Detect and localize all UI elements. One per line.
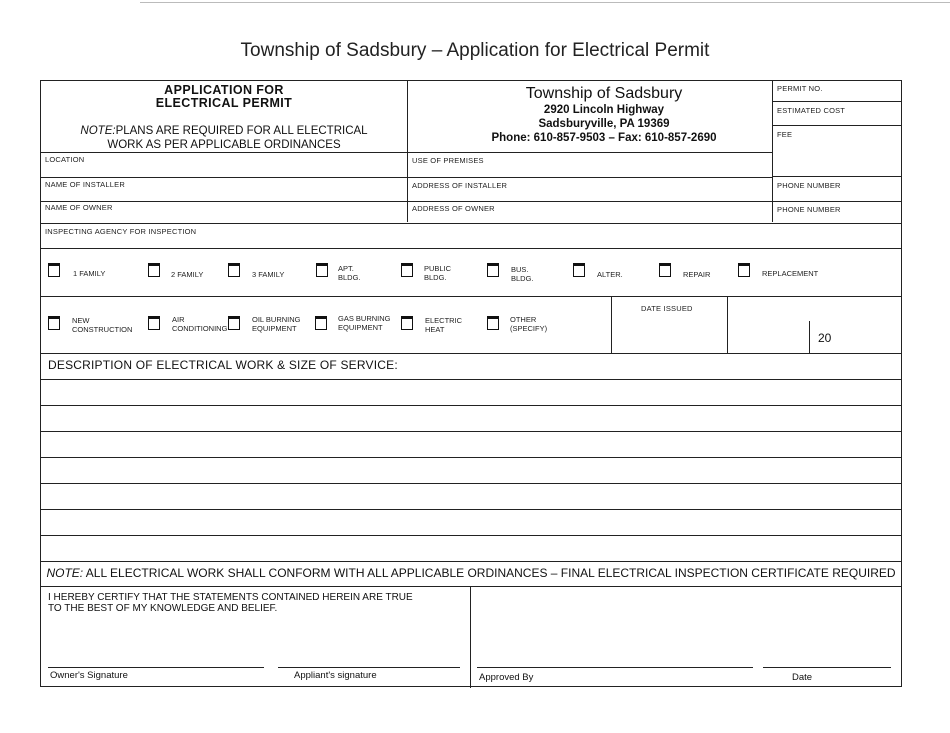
divider [727, 296, 728, 353]
checkbox-label: GAS BURNING EQUIPMENT [338, 314, 391, 332]
certification-text [48, 592, 413, 614]
divider [809, 321, 810, 353]
checkbox-label: REPLACEMENT [762, 269, 819, 278]
checkbox-label: APT. BLDG. [338, 264, 361, 282]
checkbox-new-construction[interactable] [48, 316, 60, 330]
estimated-cost-label: ESTIMATED COST [777, 106, 846, 115]
checkbox-label: 2 FAMILY [171, 270, 204, 279]
checkbox-replacement[interactable] [738, 263, 750, 277]
township-phone-fax: Phone: 610-857-9503 – Fax: 610-857-2690 [491, 132, 717, 144]
description-line [41, 483, 902, 484]
checkbox-label: 1 FAMILY [73, 269, 106, 278]
certification-line2: TO THE BEST OF MY KNOWLEDGE AND BELIEF. [48, 603, 278, 614]
checkbox-gas-burning-equipment[interactable] [315, 316, 327, 330]
approved-by-label: Approved By [479, 672, 534, 683]
installer-phone-label: PHONE NUMBER [777, 181, 841, 190]
certification-line1: I HEREBY CERTIFY THAT THE STATEMENTS CONTAINED HEREIN ARE TRUE [48, 592, 413, 603]
description-line [41, 457, 902, 458]
date-line[interactable] [763, 667, 891, 668]
divider [470, 586, 471, 688]
owner-signature-line[interactable] [48, 667, 264, 668]
divider [41, 586, 902, 587]
plans-note [41, 124, 407, 152]
address-of-owner-label: ADDRESS OF OWNER [412, 204, 495, 213]
description-line [41, 509, 902, 510]
township-address-line1: 2920 Lincoln Highway [543, 104, 665, 116]
approved-by-line[interactable] [477, 667, 753, 668]
checkbox-bus-bldg[interactable] [487, 263, 499, 277]
owner-signature-label: Owner's Signature [50, 670, 128, 681]
checkbox-label: OIL BURNING EQUIPMENT [252, 315, 301, 333]
final-note [41, 566, 901, 580]
note-line1: PLANS ARE REQUIRED FOR ALL ELECTRICAL [115, 125, 368, 137]
note-line2: WORK AS PER APPLICABLE ORDINANCES [107, 139, 341, 151]
inspecting-agency-label: INSPECTING AGENCY FOR INSPECTION [45, 227, 197, 236]
divider [41, 152, 773, 153]
document-title: Township of Sadsbury – Application for Electrical Permit [240, 40, 710, 61]
description-line [41, 431, 902, 432]
checkbox-other-specify[interactable] [487, 316, 499, 330]
checkbox-label: AIR CONDITIONING [172, 315, 228, 333]
divider [611, 296, 612, 353]
applicant-signature-line[interactable] [278, 667, 460, 668]
checkbox-label: NEW CONSTRUCTION [72, 316, 133, 334]
owner-phone-label: PHONE NUMBER [777, 205, 841, 214]
township-address-line2: Sadsburyville, PA 19369 [538, 118, 670, 130]
checkbox-label: 3 FAMILY [252, 270, 285, 279]
checkbox-2-family[interactable] [148, 263, 160, 277]
checkbox-repair[interactable] [659, 263, 671, 277]
date-label: Date [792, 672, 813, 683]
location-label: LOCATION [45, 155, 85, 164]
description-line [41, 405, 902, 406]
address-of-installer-label: ADDRESS OF INSTALLER [412, 181, 508, 190]
divider [41, 353, 902, 354]
checkbox-label: BUS. BLDG. [511, 265, 534, 283]
name-of-owner-label: NAME OF OWNER [45, 203, 113, 212]
checkbox-public-bldg[interactable] [401, 263, 413, 277]
description-line [41, 561, 902, 562]
checkbox-3-family[interactable] [228, 263, 240, 277]
divider [41, 201, 902, 202]
applicant-signature-label: Appliant's signature [294, 670, 377, 681]
checkbox-label: PUBLIC BLDG. [424, 264, 452, 282]
description-line [41, 535, 902, 536]
divider [41, 223, 902, 224]
checkbox-apt-bldg[interactable] [316, 263, 328, 277]
checkbox-alter[interactable] [573, 263, 585, 277]
top-rule [140, 2, 950, 3]
divider [41, 248, 902, 249]
description-line [41, 379, 902, 380]
township-name: Township of Sadsbury [525, 85, 683, 102]
final-note-prefix: NOTE: [46, 566, 84, 580]
checkbox-label: ALTER. [597, 270, 623, 279]
checkbox-oil-burning-equipment[interactable] [228, 316, 240, 330]
year-prefix: 20 [818, 331, 832, 345]
application-title-line2: ELECTRICAL PERMIT [155, 96, 293, 110]
use-of-premises-label: USE OF PREMISES [412, 156, 484, 165]
divider [772, 176, 902, 177]
checkbox-electric-heat[interactable] [401, 316, 413, 330]
final-note-text: ALL ELECTRICAL WORK SHALL CONFORM WITH ALL APPLICABLE ORDINANCES – FINAL ELECTRICAL INSPECTION CERTIFICATE REQUIRED [83, 566, 896, 580]
note-prefix: NOTE: [80, 125, 116, 137]
permit-no-label: PERMIT NO. [777, 84, 823, 93]
fee-label: FEE [777, 130, 793, 139]
application-title [41, 84, 407, 110]
divider [41, 177, 773, 178]
description-label: DESCRIPTION OF ELECTRICAL WORK & SIZE OF SERVICE: [48, 358, 398, 372]
application-title-line1: APPLICATION FOR [164, 83, 284, 97]
checkbox-label: OTHER (SPECIFY) [510, 315, 548, 333]
permit-form [40, 80, 902, 687]
divider [41, 296, 902, 297]
checkbox-1-family[interactable] [48, 263, 60, 277]
checkbox-air-conditioning[interactable] [148, 316, 160, 330]
name-of-installer-label: NAME OF INSTALLER [45, 180, 125, 189]
date-issued-label: DATE ISSUED [641, 304, 693, 313]
checkbox-label: ELECTRIC HEAT [425, 316, 463, 334]
checkbox-label: REPAIR [683, 270, 711, 279]
